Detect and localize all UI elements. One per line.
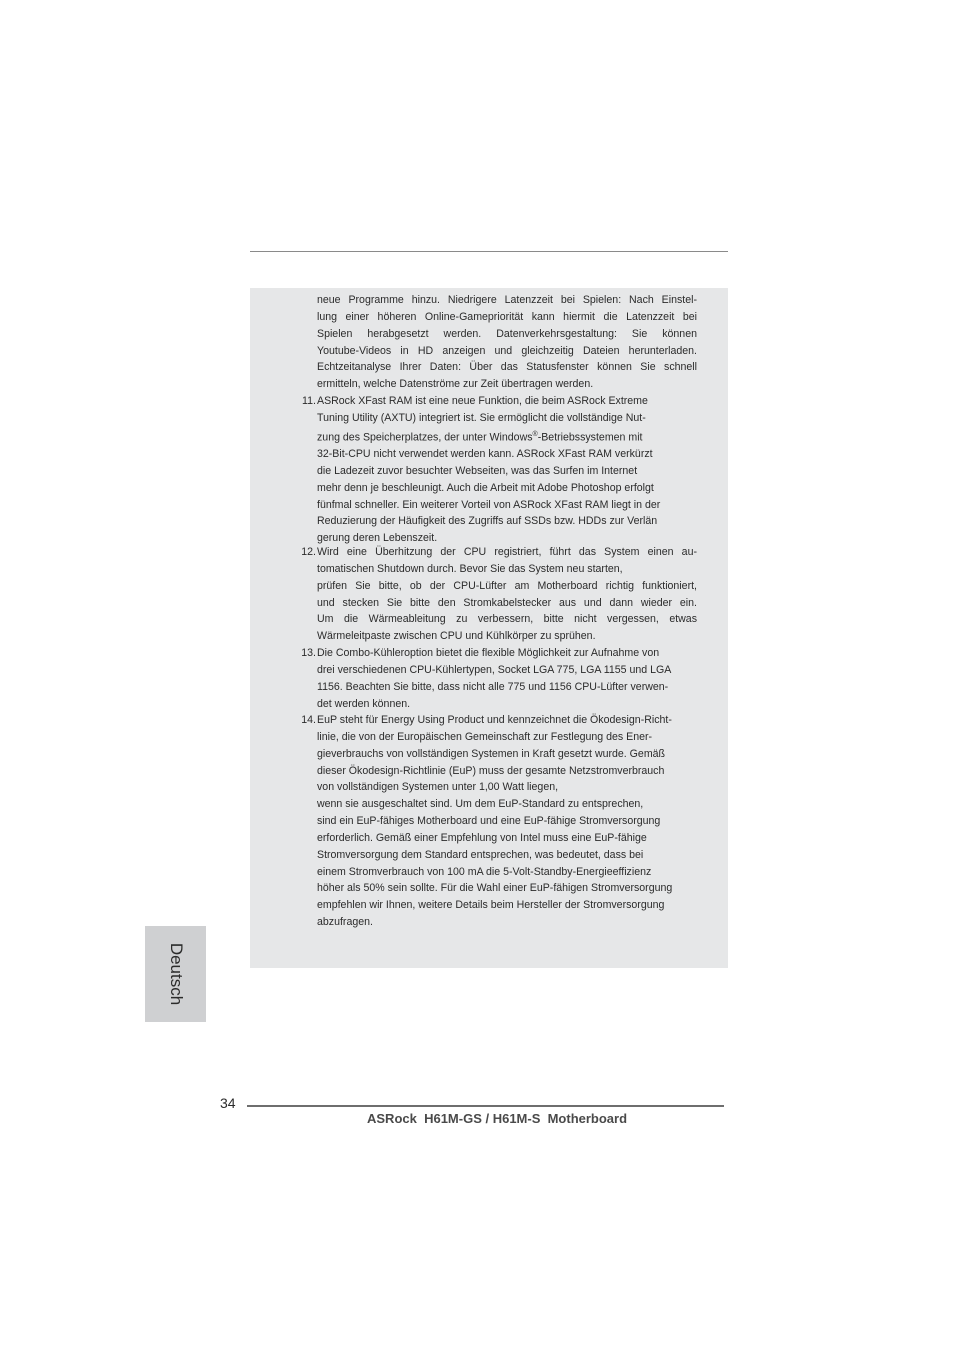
item-number: 11. bbox=[302, 395, 316, 407]
text-line: empfehlen wir Ihnen, weitere Details beim Hersteller der Stromversorgung bbox=[317, 899, 665, 912]
item-number: 13. bbox=[301, 647, 316, 659]
text-line: prüfen Sie bitte, ob der CPU-Lüfter am Motherboard richtig funktioniert, bbox=[317, 579, 697, 592]
content-panel bbox=[250, 288, 728, 968]
footer-divider bbox=[247, 1105, 724, 1107]
text-line: Um die Wärmeableitung zu verbessern, bitte nicht vergessen, etwas bbox=[317, 613, 697, 626]
item-text bbox=[317, 544, 697, 645]
text-line: Stromversorgung dem Standard entsprechen, was bedeutet, dass bei bbox=[317, 848, 644, 861]
text-line: drei verschiedenen CPU-Kühlertypen, Socket LGA 775, LGA 1155 und LGA bbox=[317, 663, 672, 676]
text-line: dieser Ökodesign-Richtlinie (EuP) muss der gesamte Netzstromverbrauch bbox=[317, 764, 665, 777]
text-line: sind ein EuP-fähiges Motherboard und eine EuP-fähige Stromversorgung bbox=[317, 815, 661, 828]
item-number: 12. bbox=[301, 546, 316, 558]
text-line: Reduzierung der Häufigkeit des Zugriffs auf SSDs bzw. HDDs zur Verlän bbox=[317, 515, 658, 528]
top-divider bbox=[250, 251, 728, 252]
text-line: 32-Bit-CPU nicht verwendet werden kann. ASRock XFast RAM verkürzt bbox=[317, 448, 653, 461]
text-line: gieverbrauchs von vollständigen Systemen in Kraft gesetzt wurde. Gemäß bbox=[317, 747, 666, 760]
item-text bbox=[317, 393, 697, 547]
text-line: wenn sie ausgeschaltet sind. Um dem EuP-Standard zu entsprechen, bbox=[317, 798, 644, 811]
text-line: erforderlich. Gemäß einer Empfehlung von Intel muss eine EuP-fähige bbox=[317, 831, 647, 844]
text-line: zung des Speicherplatzes, der unter Windows®-Betriebssystemen mit bbox=[317, 430, 643, 444]
text-line: von vollständigen Systemen unter 1,00 Watt liegen, bbox=[317, 781, 559, 794]
language-tab bbox=[145, 926, 206, 1022]
text-line: mehr denn je beschleunigt. Auch die Arbeit mit Adobe Photoshop erfolgt bbox=[317, 481, 654, 494]
text-line: Youtube-Videos in HD anzeigen und gleichzeitig Dateien herunterladen. bbox=[317, 344, 697, 357]
text-line: Wird eine Überhitzung der CPU registriert, führt das System einen au- bbox=[317, 546, 697, 558]
footer-title: ASRock H61M-GS / H61M-S Motherboard bbox=[367, 1111, 628, 1126]
text-line: fünfmal schneller. Ein weiterer Vorteil von ASRock XFast RAM liegt in der bbox=[317, 498, 661, 511]
text-line: EuP steht für Energy Using Product und kennzeichnet die Ökodesign-Richt- bbox=[317, 714, 672, 726]
text-line: einem Stromverbrauch von 100 mA die 5-Volt-Standby-Energieeffizienz bbox=[317, 865, 652, 878]
text-line: neue Programme hinzu. Niedrigere Latenzzeit bei Spielen: Nach Einstel- bbox=[317, 294, 697, 306]
text-line: die Ladezeit zuvor besuchter Webseiten, was das Surfen im Internet bbox=[317, 464, 638, 477]
registered-mark: ® bbox=[532, 430, 538, 438]
language-tab-label: Deutsch bbox=[166, 942, 186, 1006]
text-line: gerung deren Lebenszeit. bbox=[317, 532, 438, 545]
continuation-text bbox=[317, 292, 697, 393]
item-text bbox=[317, 712, 697, 931]
text-line: Echtzeitanalyse Ihrer Daten: Über das Statusfenster können Sie schnell bbox=[317, 361, 697, 374]
text-line: ASRock XFast RAM ist eine neue Funktion, die beim ASRock Extreme bbox=[317, 395, 648, 407]
text-line: und stecken Sie bitte den Stromkabelstecker aus und dann wieder ein. bbox=[317, 596, 697, 609]
item-text bbox=[317, 645, 697, 712]
page-number: 34 bbox=[220, 1095, 236, 1111]
text-line: Die Combo-Kühleroption bietet die flexible Möglichkeit zur Aufnahme von bbox=[317, 647, 660, 659]
text-line: höher als 50% sein sollte. Für die Wahl einer EuP-fähigen Stromversorgung bbox=[317, 882, 673, 895]
text-line: abzufragen. bbox=[317, 916, 373, 929]
text-line: tomatischen Shutdown durch. Bevor Sie das System neu starten, bbox=[317, 562, 623, 575]
text-line: det werden können. bbox=[317, 697, 411, 710]
text-line: lung einer höheren Online-Gamepriorität kann hiermit die Latenzzeit bei bbox=[317, 310, 697, 323]
text-line: linie, die von der Europäischen Gemeinschaft zur Festlegung des Ener- bbox=[317, 730, 653, 743]
text-line: 1156. Beachten Sie bitte, dass nicht alle 775 und 1156 CPU-Lüfter verwen- bbox=[317, 680, 669, 693]
text-line: Wärmeleitpaste zwischen CPU und Kühlkörper zu sprühen. bbox=[317, 630, 596, 643]
text-line: ermitteln, welche Datenströme zur Zeit übertragen werden. bbox=[317, 378, 594, 391]
text-line: Spielen herabgesetzt werden. Datenverkehrsgestaltung: Sie können bbox=[317, 327, 697, 340]
item-number: 14. bbox=[301, 714, 316, 726]
text-line: Tuning Utility (AXTU) integriert ist. Sie ermöglicht die vollständige Nut- bbox=[317, 411, 646, 424]
